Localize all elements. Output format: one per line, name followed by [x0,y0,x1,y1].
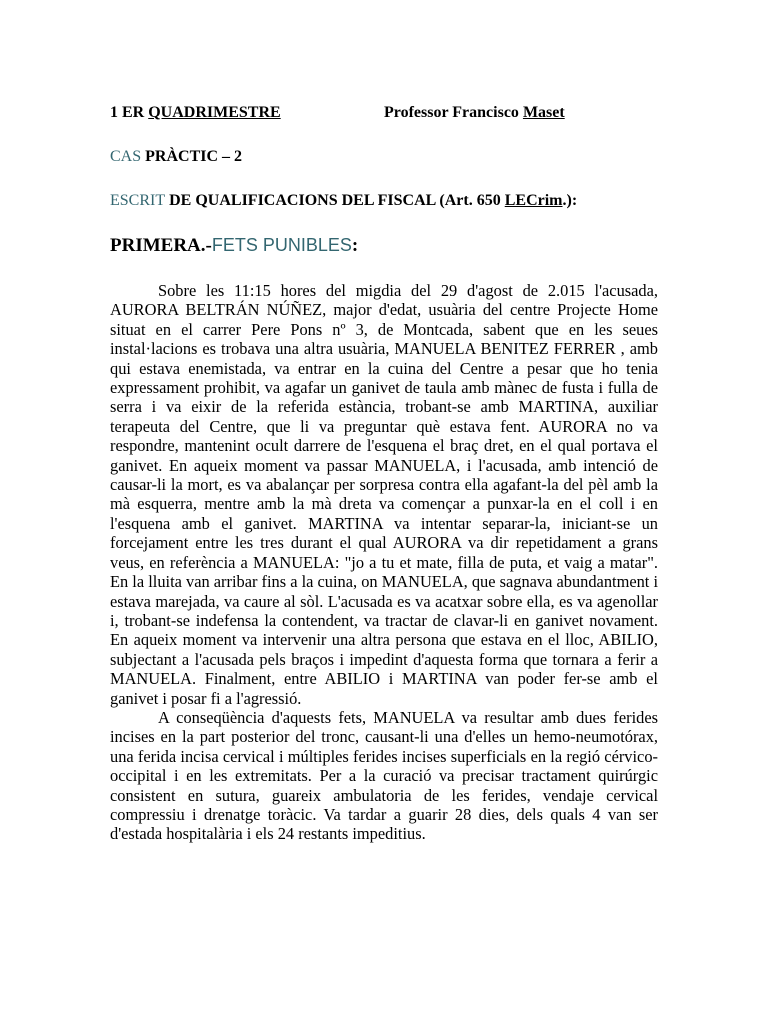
section-body [110,281,658,844]
case-heading [110,148,658,172]
case-label: CAS [110,148,142,165]
paragraph-consequences: A conseqüència d'aquests fets, MANUELA va resultar amb dues ferides incises en la part posterior del tronc, causant-li una d'elles un hemo-neumotórax, una ferida incisa cervical i múltiples ferides incises superficials en la regió cérvico-occipital i en les extremitats. Per a la curació va precisar tractament quirúrgic consistent en sutura, guareix ambulatoria de les ferides, vendaje cervical compressiu i drenatge toràcic. Va tardar a guarir 28 dies, dels quals 4 van ser d'estada hospitalària i els 24 restants impeditius. [110,707,658,844]
section-title: FETS PUNIBLES [211,235,352,255]
law-reference: LECrim [504,192,563,209]
course-term: QUADRIMESTRE [148,104,281,121]
section-number: PRIMERA.- [110,235,212,256]
document-title-post: .): [562,192,578,209]
document-label: ESCRIT [110,192,166,209]
section-colon: : [351,235,359,256]
paragraph-facts: Sobre les 11:15 hores del migdia del 29 d'agost de 2.015 l'acusada, AURORA BELTRÁN NÚÑEZ, major d'edat, usuària del centre Projecte Home situat en el carrer Pere Pons nº 3, de Montcada, sabent que en les seues instal·lacions es trobava una altra usuària, MANUELA BENITEZ FERRER , amb qui estava enemistada, va entrar en la cuina del Centre a pesar que ho tenia expressament prohibit, va agafar un ganivet de taula amb mànec de fusta i fulla de serra i va eixir de la referida estància, trobant-se amb MARTINA, auxiliar terapeuta del Centre, que li va preguntar què estava fent. AURORA no va respondre, mantenint ocult darrere de l'esquena el braç dret, en el qual portava el ganivet. En aqueix moment va passar MANUELA, i l'acusada, amb intenció de causar-li la mort, es va abalançar per sorpresa contra ella agafant-la del pèl amb la mà esquerra, mentre amb la mà dreta va començar a punxar-la en el coll i en l'esquena amb el ganivet. MARTINA va intentar separar-la, iniciant-se un forcejament entre les tres durant el qual AURORA va dir repetidament a grans veus, en referència a MANUELA: "jo a tu et mate, filla de puta, et vaig a matar". En la lluita van arribar fins a la cuina, on MANUELA, que sagnava abundantment i estava marejada, va caure al sòl. L'acusada es va acatxar sobre ella, es va agenollar i, trobant-se indefensa la contendent, va tractar de clavar-li en ganivet novament. En aqueix moment va intervenir una altra persona que estava en el lloc, ABILIO, subjectant a l'acusada pels braços i impedint d'aquesta forma que tornara a ferir a MANUELA. Finalment, entre ABILIO i MARTINA van poder fer-se amb el ganivet i posar fi a l'agressió. [110,281,659,708]
professor-surname: Maset [522,104,565,121]
professor-label [384,104,565,122]
section-heading [110,235,658,263]
course-label [110,104,281,121]
document-title-pre: DE QUALIFICACIONS DEL FISCAL (Art. 650 [165,192,505,209]
case-title: PRÀCTIC – 2 [141,148,243,165]
document-page [110,104,658,844]
course-prefix: 1 ER [110,104,149,121]
course-header-line [110,104,658,128]
professor-prefix: Professor Francisco [384,104,523,121]
document-heading [110,192,658,216]
